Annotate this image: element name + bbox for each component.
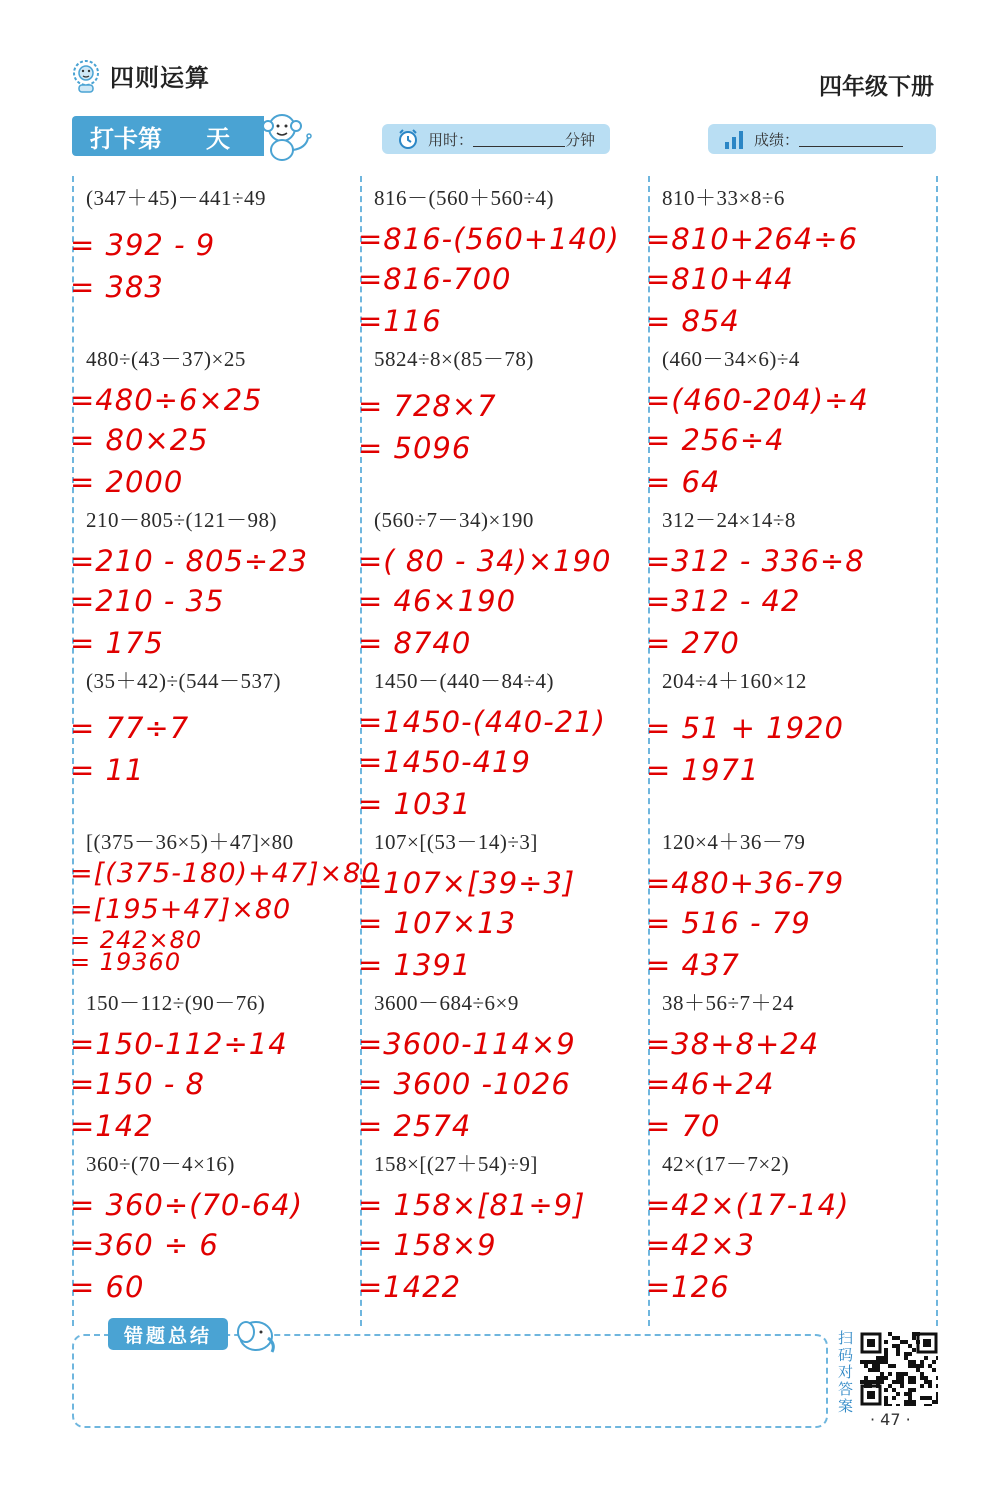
handwritten-step: =312 - 42 [646, 584, 801, 618]
handwritten-step: =312 - 336÷8 [646, 544, 865, 578]
header-left [70, 58, 210, 93]
problem-expression: 816－(560＋560÷4) [374, 186, 555, 210]
problem-expression: 810＋33×8÷6 [662, 186, 785, 210]
score-input-line[interactable] [799, 132, 903, 147]
problem-expression: [(375－36×5)＋47]×80 [86, 830, 294, 854]
handwritten-step: =[195+47]×80 [70, 894, 292, 925]
problem-expression: 210－805÷(121－98) [86, 508, 278, 532]
lion-icon [70, 59, 102, 93]
problem-expression: (35＋42)÷(544－537) [86, 669, 281, 693]
handwritten-step: = 2574 [358, 1109, 472, 1143]
column-divider [936, 176, 938, 1326]
time-field [382, 124, 610, 154]
problem-expression: 150－112÷(90－76) [86, 991, 266, 1015]
problem-expression: 107×[(53－14)÷3] [374, 830, 538, 854]
handwritten-step: =3600-114×9 [358, 1027, 576, 1061]
handwritten-step: = 728×7 [358, 389, 497, 423]
handwritten-step: =1450-419 [358, 745, 531, 779]
handwritten-step: =810+264÷6 [646, 222, 859, 256]
handwritten-step: = 19360 [70, 948, 182, 976]
handwritten-step: =42×(17-14) [646, 1188, 850, 1222]
handwritten-step: =42×3 [646, 1228, 755, 1262]
section-title: 四则运算 [110, 64, 210, 92]
handwritten-step: =1450-(440-21) [358, 705, 606, 739]
handwritten-step: = 270 [646, 626, 740, 660]
bar-chart-icon [722, 127, 746, 151]
elephant-icon [228, 1312, 280, 1356]
problem-expression: 38＋56÷7＋24 [662, 991, 795, 1015]
handwritten-step: = 1971 [646, 753, 760, 787]
handwritten-step: =126 [646, 1270, 730, 1304]
time-label: 用时： [428, 130, 474, 149]
handwritten-step: = 70 [646, 1109, 721, 1143]
monkey-icon [256, 108, 316, 164]
handwritten-step: =150-112÷14 [70, 1027, 288, 1061]
time-unit: 分钟 [565, 130, 596, 149]
problem-expression: 42×(17－7×2) [662, 1152, 790, 1176]
problem-expression: 312－24×14÷8 [662, 508, 796, 532]
handwritten-step: = 80×25 [70, 423, 209, 457]
handwritten-step: = 158×9 [358, 1228, 497, 1262]
handwritten-step: =107×[39÷3] [358, 866, 576, 900]
handwritten-step: = 854 [646, 304, 740, 338]
handwritten-step: = 60 [70, 1270, 145, 1304]
handwritten-step: =(460-204)÷4 [646, 383, 869, 417]
handwritten-step: =360 ÷ 6 [70, 1228, 219, 1262]
handwritten-step: = 242×80 [70, 926, 203, 954]
score-label: 成绩： [754, 130, 800, 149]
handwritten-step: =( 80 - 34)×190 [358, 544, 612, 578]
column-divider [648, 176, 650, 1326]
qr-code[interactable] [860, 1332, 938, 1406]
handwritten-step: = 383 [70, 270, 164, 304]
handwritten-step: =816-(560+140) [358, 222, 620, 256]
handwritten-step: = 8740 [358, 626, 472, 660]
page-number: · 47 · [870, 1410, 911, 1429]
handwritten-step: =810+44 [646, 262, 794, 296]
handwritten-step: = 3600 -1026 [358, 1067, 571, 1101]
problem-expression: (460－34×6)÷4 [662, 347, 800, 371]
handwritten-step: = 360÷(70-64) [70, 1188, 304, 1222]
handwritten-step: =210 - 805÷23 [70, 544, 309, 578]
handwritten-step: =480÷6×25 [70, 383, 263, 417]
handwritten-step: = 2000 [70, 465, 184, 499]
problem-expression: (347＋45)－441÷49 [86, 186, 267, 210]
handwritten-step: =480+36-79 [646, 866, 845, 900]
handwritten-step: = 107×13 [358, 906, 517, 940]
handwritten-step: =46+24 [646, 1067, 775, 1101]
handwritten-step: =[(375-180)+47]×80 [70, 858, 380, 889]
handwritten-step: =210 - 35 [70, 584, 225, 618]
handwritten-step: = 1391 [358, 948, 472, 982]
column-divider [72, 176, 74, 1326]
problem-expression: 360÷(70－4×16) [86, 1152, 235, 1176]
scan-answer-label: 扫码对答案 [838, 1329, 854, 1415]
handwritten-step: = 175 [70, 626, 164, 660]
handwritten-step: = 158×[81÷9] [358, 1188, 586, 1222]
handwritten-step: = 437 [646, 948, 740, 982]
handwritten-step: = 256÷4 [646, 423, 785, 457]
handwritten-step: =38+8+24 [646, 1027, 820, 1061]
problem-expression: 3600－684÷6×9 [374, 991, 519, 1015]
handwritten-step: = 51 + 1920 [646, 711, 844, 745]
handwritten-step: =150 - 8 [70, 1067, 206, 1101]
handwritten-step: = 64 [646, 465, 721, 499]
handwritten-step: = 11 [70, 753, 145, 787]
score-field [708, 124, 936, 154]
handwritten-step: =142 [70, 1109, 154, 1143]
problem-expression: 1450－(440－84÷4) [374, 669, 555, 693]
handwritten-step: = 392 - 9 [70, 228, 216, 262]
problem-expression: 120×4＋36－79 [662, 830, 806, 854]
checkin-bar [72, 116, 264, 156]
handwritten-step: = 516 - 79 [646, 906, 811, 940]
handwritten-step: =1422 [358, 1270, 462, 1304]
checkin-label-left: 打卡第 [90, 124, 162, 153]
handwritten-step: = 77÷7 [70, 711, 190, 745]
handwritten-step: =116 [358, 304, 442, 338]
grade-label: 四年级下册 [819, 74, 934, 100]
problem-expression: (560÷7－34)×190 [374, 508, 534, 532]
problem-expression: 204÷4＋160×12 [662, 669, 807, 693]
alarm-clock-icon [396, 127, 420, 151]
checkin-label-right: 天 [206, 124, 230, 153]
mistake-summary-title: 错题总结 [108, 1318, 228, 1350]
handwritten-step: =816-700 [358, 262, 512, 296]
handwritten-step: = 1031 [358, 787, 472, 821]
problem-expression: 158×[(27＋54)÷9] [374, 1152, 538, 1176]
handwritten-step: = 5096 [358, 431, 472, 465]
time-input-line[interactable] [473, 132, 565, 147]
problem-expression: 5824÷8×(85－78) [374, 347, 534, 371]
handwritten-step: = 46×190 [358, 584, 517, 618]
problem-expression: 480÷(43－37)×25 [86, 347, 246, 371]
